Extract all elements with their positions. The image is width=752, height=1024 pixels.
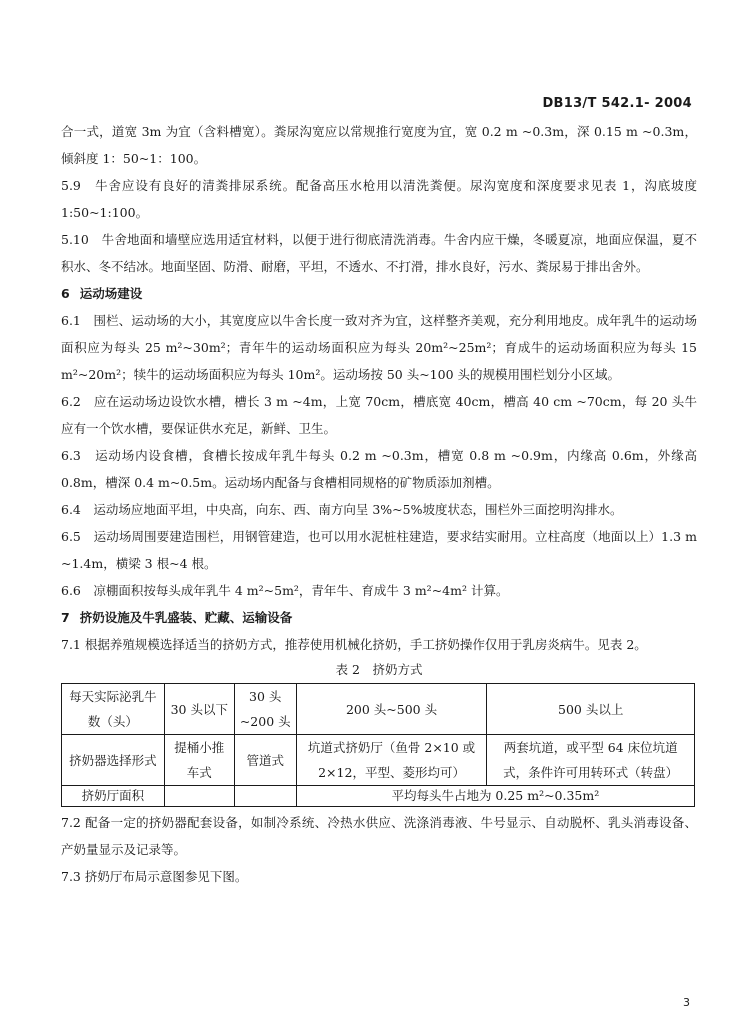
table-cell xyxy=(164,786,234,807)
paragraph-6-4: 6.4 运动场应地面平坦，中央高，向东、西、南方向呈 3%~5%坡度状态，围栏外三面挖明沟排水。 xyxy=(61,502,623,517)
paragraph-7-3: 7.3 挤奶厅布局示意图参见下图。 xyxy=(61,869,248,884)
paragraph-7-1: 7.1 根据养殖规模选择适当的挤奶方式，推荐使用机械化挤奶，手工挤奶操作仅用于乳房炎病牛。见表 2。 xyxy=(61,637,647,652)
paragraph-6-6: 6.6 凉棚面积按每头成年乳牛 4 m²~5m²，青年牛、育成牛 3 m²~4m² 计算。 xyxy=(61,583,509,598)
paragraph-5-9: 5.9 牛舍应设有良好的清粪排尿系统。配备高压水枪用以清洗粪便。尿沟宽度和深度要求见表 1，沟底坡度 1:50~1:100。 xyxy=(61,178,697,220)
table-cell: 管道式 xyxy=(234,735,296,786)
milking-method-table xyxy=(61,683,695,807)
table-caption: 表 2 挤奶方式 xyxy=(335,662,423,677)
paragraph-5-8-continued: 合一式，道宽 3m 为宜（含料槽宽）。粪尿沟宽应以常规推行宽度为宜，宽 0.2 m ~0.3m，深 0.15 m ~0.3m，倾斜度 1：50~1：100。 xyxy=(61,124,697,166)
table-cell: 平均每头牛占地为 0.25 m²~0.35m² xyxy=(296,786,694,807)
section-title: 挤奶设施及牛乳盛装、贮藏、运输设备 xyxy=(79,610,293,625)
table-cell: 提桶小推车式 xyxy=(164,735,234,786)
section-heading-7 xyxy=(61,604,697,631)
table-row xyxy=(62,735,695,786)
section-number: 7 xyxy=(61,610,70,625)
table-cell: 每天实际泌乳牛数（头） xyxy=(62,684,165,735)
paragraph-6-5: 6.5 运动场周围要建造围栏，用钢管建造，也可以用水泥桩柱建造，要求结实耐用。立柱高度（地面以上）1.3 m ~1.4m，横梁 3 根~4 根。 xyxy=(61,529,697,571)
table-cell: 200 头~500 头 xyxy=(296,684,487,735)
paragraph-7-2: 7.2 配备一定的挤奶器配套设备，如制冷系统、冷热水供应、洗涤消毒液、牛号显示、自动脱杯、乳头消毒设备、产奶量显示及记录等。 xyxy=(61,815,697,857)
table-cell xyxy=(234,786,296,807)
table-cell: 500 头以上 xyxy=(487,684,695,735)
paragraph-6-3: 6.3 运动场内设食槽，食槽长按成年乳牛每头 0.2 m ~0.3m，槽宽 0.8 m ~0.9m，内缘高 0.6m，外缘高 0.8m，槽深 0.4 m~0.5m。运动场内配备与食槽相同规格的矿物质添加剂槽。 xyxy=(61,448,697,490)
table-row xyxy=(62,684,695,735)
paragraph-6-2: 6.2 应在运动场边设饮水槽，槽长 3 m ~4m，上宽 70cm，槽底宽 40cm，槽高 40 cm ~70cm，每 20 头牛应有一个饮水槽，要保证供水充足，新鲜、卫生。 xyxy=(61,394,697,436)
table-cell: 坑道式挤奶厅（鱼骨 2×10 或 2×12，平型、菱形均可） xyxy=(296,735,487,786)
table-cell: 两套坑道，或平型 64 床位坑道式，条件许可用转环式（转盘） xyxy=(487,735,695,786)
table-cell: 挤奶厅面积 xyxy=(62,786,165,807)
section-number: 6 xyxy=(61,286,70,301)
section-title: 运动场建设 xyxy=(79,286,143,301)
standard-code: DB13/T 542.1- 2004 xyxy=(542,96,692,111)
table-cell: 30 头以下 xyxy=(164,684,234,735)
table-row xyxy=(62,786,695,807)
document-body xyxy=(61,118,697,890)
paragraph-6-1: 6.1 围栏、运动场的大小，其宽度应以牛舍长度一致对齐为宜，这样整齐美观，充分利用地皮。成年乳牛的运动场面积应为每头 25 m²~30m²；青年牛的运动场面积应为每头 20m²~25m²；育成牛的运动场面积应为每头 15 m²~20m²；犊牛的运动场面积应为每头 10m²。运动场按 50 头~100 头的规模用围栏划分小区域。 xyxy=(61,313,697,382)
section-heading-6 xyxy=(61,280,697,307)
page-number: 3 xyxy=(683,996,690,1009)
table-cell: 30 头~200 头 xyxy=(234,684,296,735)
paragraph-5-10: 5.10 牛舍地面和墙壁应选用适宜材料，以便于进行彻底清洗消毒。牛舍内应干燥，冬暖夏凉，地面应保温，夏不积水、冬不结冰。地面坚固、防滑、耐磨，平坦，不透水、不打滑，排水良好，污水、粪尿易于排出舍外。 xyxy=(61,232,697,274)
table-cell: 挤奶器选择形式 xyxy=(62,735,165,786)
